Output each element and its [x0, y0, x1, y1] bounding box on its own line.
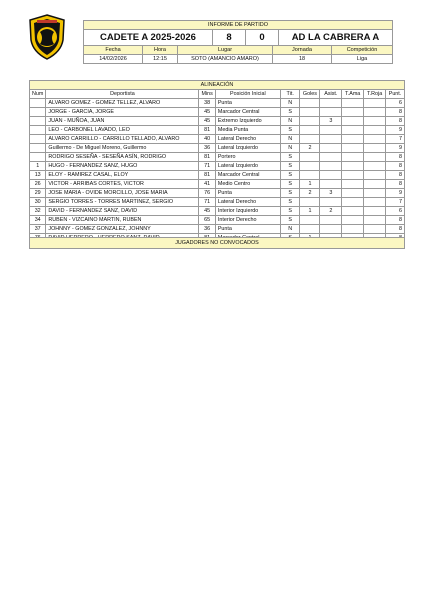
- away-team: AD LA CABRERA A: [279, 30, 393, 46]
- table-row: [30, 126, 405, 135]
- info-header-venue: Lugar: [178, 46, 273, 55]
- cell-starter: S: [280, 171, 300, 180]
- cell-mins: 41: [199, 180, 215, 189]
- col-header-goals: Goles: [300, 90, 320, 99]
- cell-goals: [300, 225, 320, 234]
- cell-position: Punta: [215, 189, 280, 198]
- cell-red: [364, 126, 386, 135]
- cell-goals: [300, 108, 320, 117]
- cell-yellow: [342, 225, 364, 234]
- col-header-red: T.Roja: [364, 90, 386, 99]
- col-header-player: Deportista: [46, 90, 199, 99]
- cell-player: JOHNNY - GOMEZ GONZALEZ, JOHNNY: [46, 225, 199, 234]
- cell-yellow: [342, 135, 364, 144]
- cell-assists: [320, 180, 342, 189]
- info-venue: SOTO (AMANCIO AMARO): [178, 55, 273, 64]
- cell-assists: [320, 198, 342, 207]
- cell-starter: S: [280, 153, 300, 162]
- cell-starter: S: [280, 189, 300, 198]
- cell-assists: [320, 108, 342, 117]
- cell-position: Marcador Central: [215, 108, 280, 117]
- cell-goals: [300, 216, 320, 225]
- cell-rating: 9: [386, 189, 405, 198]
- cell-position: Lateral Derecho: [215, 135, 280, 144]
- cell-starter: S: [280, 216, 300, 225]
- cell-player: RUBEN - VIZCAINO MARTIN, RUBEN: [46, 216, 199, 225]
- info-competition: Liga: [332, 55, 393, 64]
- home-score: 8: [213, 30, 246, 46]
- cell-rating: 8: [386, 216, 405, 225]
- cell-starter: N: [280, 225, 300, 234]
- cell-rating: 8: [386, 108, 405, 117]
- cell-red: [364, 99, 386, 108]
- cell-num: 30: [30, 198, 46, 207]
- cell-goals: [300, 135, 320, 144]
- info-round: 18: [273, 55, 332, 64]
- cell-red: [364, 144, 386, 153]
- cell-num: 26: [30, 180, 46, 189]
- cell-assists: [320, 171, 342, 180]
- cell-position: Lateral Izquierdo: [215, 162, 280, 171]
- cell-num: 32: [30, 207, 46, 216]
- cell-rating: 8: [386, 171, 405, 180]
- cell-player: DAVID - FERNANDEZ SANZ, DAVID: [46, 207, 199, 216]
- cell-starter: N: [280, 117, 300, 126]
- cell-yellow: [342, 144, 364, 153]
- cell-starter: S: [280, 198, 300, 207]
- cell-player: VICTOR - ARRIBAS CORTES, VICTOR: [46, 180, 199, 189]
- table-row: [30, 198, 405, 207]
- cell-assists: [320, 153, 342, 162]
- cell-goals: 2: [300, 189, 320, 198]
- cell-yellow: [342, 99, 364, 108]
- table-row: [30, 216, 405, 225]
- cell-mins: 36: [199, 144, 215, 153]
- cell-yellow: [342, 126, 364, 135]
- cell-rating: 7: [386, 135, 405, 144]
- cell-position: Punta: [215, 99, 280, 108]
- cell-position: Medio Centro: [215, 180, 280, 189]
- cell-num: 37: [30, 225, 46, 234]
- cell-goals: 1: [300, 207, 320, 216]
- cell-red: [364, 135, 386, 144]
- cell-rating: 9: [386, 144, 405, 153]
- cell-player: SERGIO TORRES - TORRES MARTINEZ, SERGIO: [46, 198, 199, 207]
- cell-yellow: [342, 171, 364, 180]
- info-header-time: Hora: [143, 46, 178, 55]
- col-header-yellow: T.Ama: [342, 90, 364, 99]
- cell-rating: 8: [386, 162, 405, 171]
- match-header: [83, 20, 393, 64]
- lineup-column-headers: [30, 90, 405, 99]
- table-row: [30, 135, 405, 144]
- cell-num: [30, 135, 46, 144]
- cell-goals: [300, 171, 320, 180]
- table-row: [30, 162, 405, 171]
- table-row: [30, 144, 405, 153]
- cell-mins: 65: [199, 216, 215, 225]
- info-date: 14/02/2026: [84, 55, 143, 64]
- cell-mins: 36: [199, 225, 215, 234]
- cell-mins: 76: [199, 189, 215, 198]
- not-called-title: JUGADORES NO CONVOCADOS: [30, 238, 405, 249]
- cell-position: Interior Derecho: [215, 216, 280, 225]
- cell-rating: 6: [386, 99, 405, 108]
- cell-num: 13: [30, 171, 46, 180]
- cell-rating: 8: [386, 180, 405, 189]
- cell-assists: 3: [320, 189, 342, 198]
- cell-goals: [300, 117, 320, 126]
- cell-assists: 2: [320, 207, 342, 216]
- cell-assists: [320, 162, 342, 171]
- cell-starter: N: [280, 135, 300, 144]
- cell-goals: [300, 99, 320, 108]
- cell-goals: [300, 162, 320, 171]
- cell-red: [364, 216, 386, 225]
- cell-yellow: [342, 216, 364, 225]
- cell-goals: [300, 153, 320, 162]
- cell-mins: 45: [199, 207, 215, 216]
- cell-yellow: [342, 189, 364, 198]
- cell-position: Portero: [215, 153, 280, 162]
- cell-yellow: [342, 180, 364, 189]
- cell-goals: 2: [300, 144, 320, 153]
- cell-player: ALVARO GOMEZ - GOMEZ TELLEZ, ALVARO: [46, 99, 199, 108]
- cell-red: [364, 108, 386, 117]
- col-header-num: Num: [30, 90, 46, 99]
- table-row: [30, 180, 405, 189]
- cell-num: 29: [30, 189, 46, 198]
- cell-rating: 8: [386, 225, 405, 234]
- cell-player: ELOY - RAMIREZ CASAL, ELOY: [46, 171, 199, 180]
- info-time: 12:15: [143, 55, 178, 64]
- cell-num: [30, 117, 46, 126]
- cell-mins: 38: [199, 99, 215, 108]
- cell-red: [364, 180, 386, 189]
- cell-starter: S: [280, 108, 300, 117]
- lineup-rows: [30, 99, 405, 243]
- cell-num: [30, 108, 46, 117]
- cell-position: Extremo Izquierdo: [215, 117, 280, 126]
- cell-position: Lateral Izquierdo: [215, 144, 280, 153]
- cell-mins: 45: [199, 117, 215, 126]
- lineup-title: ALINEACIÓN: [30, 81, 405, 90]
- cell-starter: S: [280, 126, 300, 135]
- cell-mins: 45: [199, 108, 215, 117]
- cell-position: Marcador Central: [215, 171, 280, 180]
- cell-red: [364, 189, 386, 198]
- home-team: CADETE A 2025-2026: [84, 30, 213, 46]
- cell-mins: 81: [199, 153, 215, 162]
- cell-num: [30, 153, 46, 162]
- cell-assists: [320, 225, 342, 234]
- cell-goals: 1: [300, 180, 320, 189]
- cell-assists: 3: [320, 117, 342, 126]
- info-header-round: Jornada: [273, 46, 332, 55]
- cell-rating: 9: [386, 126, 405, 135]
- cell-assists: [320, 135, 342, 144]
- cell-goals: [300, 126, 320, 135]
- cell-assists: [320, 126, 342, 135]
- cell-starter: N: [280, 144, 300, 153]
- cell-starter: N: [280, 99, 300, 108]
- cell-yellow: [342, 207, 364, 216]
- cell-player: ALVARO CARRILLO - CARRILLO TELLADO, ALVARO: [46, 135, 199, 144]
- cell-red: [364, 117, 386, 126]
- cell-assists: [320, 99, 342, 108]
- cell-starter: S: [280, 207, 300, 216]
- cell-player: Guillermo - De Miguel Moreno, Guillermo: [46, 144, 199, 153]
- cell-starter: S: [280, 180, 300, 189]
- report-title: INFORME DE PARTIDO: [84, 21, 393, 30]
- col-header-starter: Tit.: [280, 90, 300, 99]
- cell-num: [30, 126, 46, 135]
- table-row: [30, 153, 405, 162]
- table-row: [30, 225, 405, 234]
- cell-starter: S: [280, 162, 300, 171]
- cell-red: [364, 153, 386, 162]
- cell-rating: 7: [386, 198, 405, 207]
- cell-yellow: [342, 117, 364, 126]
- cell-num: [30, 144, 46, 153]
- cell-num: [30, 99, 46, 108]
- info-header-competition: Competición: [332, 46, 393, 55]
- cell-mins: 81: [199, 171, 215, 180]
- col-header-mins: Mins: [199, 90, 215, 99]
- cell-player: LEO - CARBONEL LAVADO, LEO: [46, 126, 199, 135]
- cell-yellow: [342, 153, 364, 162]
- cell-red: [364, 225, 386, 234]
- club-crest-logo: [28, 14, 66, 60]
- cell-assists: [320, 144, 342, 153]
- cell-mins: 71: [199, 162, 215, 171]
- table-row: [30, 207, 405, 216]
- col-header-assists: Asist.: [320, 90, 342, 99]
- cell-position: Interior Izquierdo: [215, 207, 280, 216]
- cell-yellow: [342, 162, 364, 171]
- cell-red: [364, 171, 386, 180]
- cell-player: JORGE - GARCIA, JORGE: [46, 108, 199, 117]
- cell-assists: [320, 216, 342, 225]
- cell-mins: 71: [199, 198, 215, 207]
- cell-num: 34: [30, 216, 46, 225]
- cell-player: JOSE MARIA - OVIDE MORCILLO, JOSE MARIA: [46, 189, 199, 198]
- away-score: 0: [246, 30, 279, 46]
- cell-position: Lateral Derecho: [215, 198, 280, 207]
- cell-red: [364, 207, 386, 216]
- cell-red: [364, 198, 386, 207]
- cell-rating: 8: [386, 153, 405, 162]
- cell-yellow: [342, 108, 364, 117]
- cell-mins: 40: [199, 135, 215, 144]
- cell-position: Punta: [215, 225, 280, 234]
- cell-position: Media Punta: [215, 126, 280, 135]
- col-header-position: Posición Inicial: [215, 90, 280, 99]
- cell-goals: [300, 198, 320, 207]
- cell-player: JUAN - MUÑOA, JUAN: [46, 117, 199, 126]
- cell-yellow: [342, 198, 364, 207]
- info-header-date: Fecha: [84, 46, 143, 55]
- not-called-table: [29, 237, 405, 249]
- cell-num: 1: [30, 162, 46, 171]
- cell-red: [364, 162, 386, 171]
- cell-mins: 81: [199, 126, 215, 135]
- lineup-table: [29, 80, 405, 243]
- table-row: [30, 189, 405, 198]
- cell-rating: 6: [386, 207, 405, 216]
- cell-player: RODRIGO SESEÑA - SESEÑA ASÍN, RODRIGO: [46, 153, 199, 162]
- table-row: [30, 117, 405, 126]
- table-row: [30, 108, 405, 117]
- cell-rating: 8: [386, 117, 405, 126]
- table-row: [30, 99, 405, 108]
- col-header-rating: Punt.: [386, 90, 405, 99]
- table-row: [30, 171, 405, 180]
- cell-player: HUGO - FERNANDEZ SANZ, HUGO: [46, 162, 199, 171]
